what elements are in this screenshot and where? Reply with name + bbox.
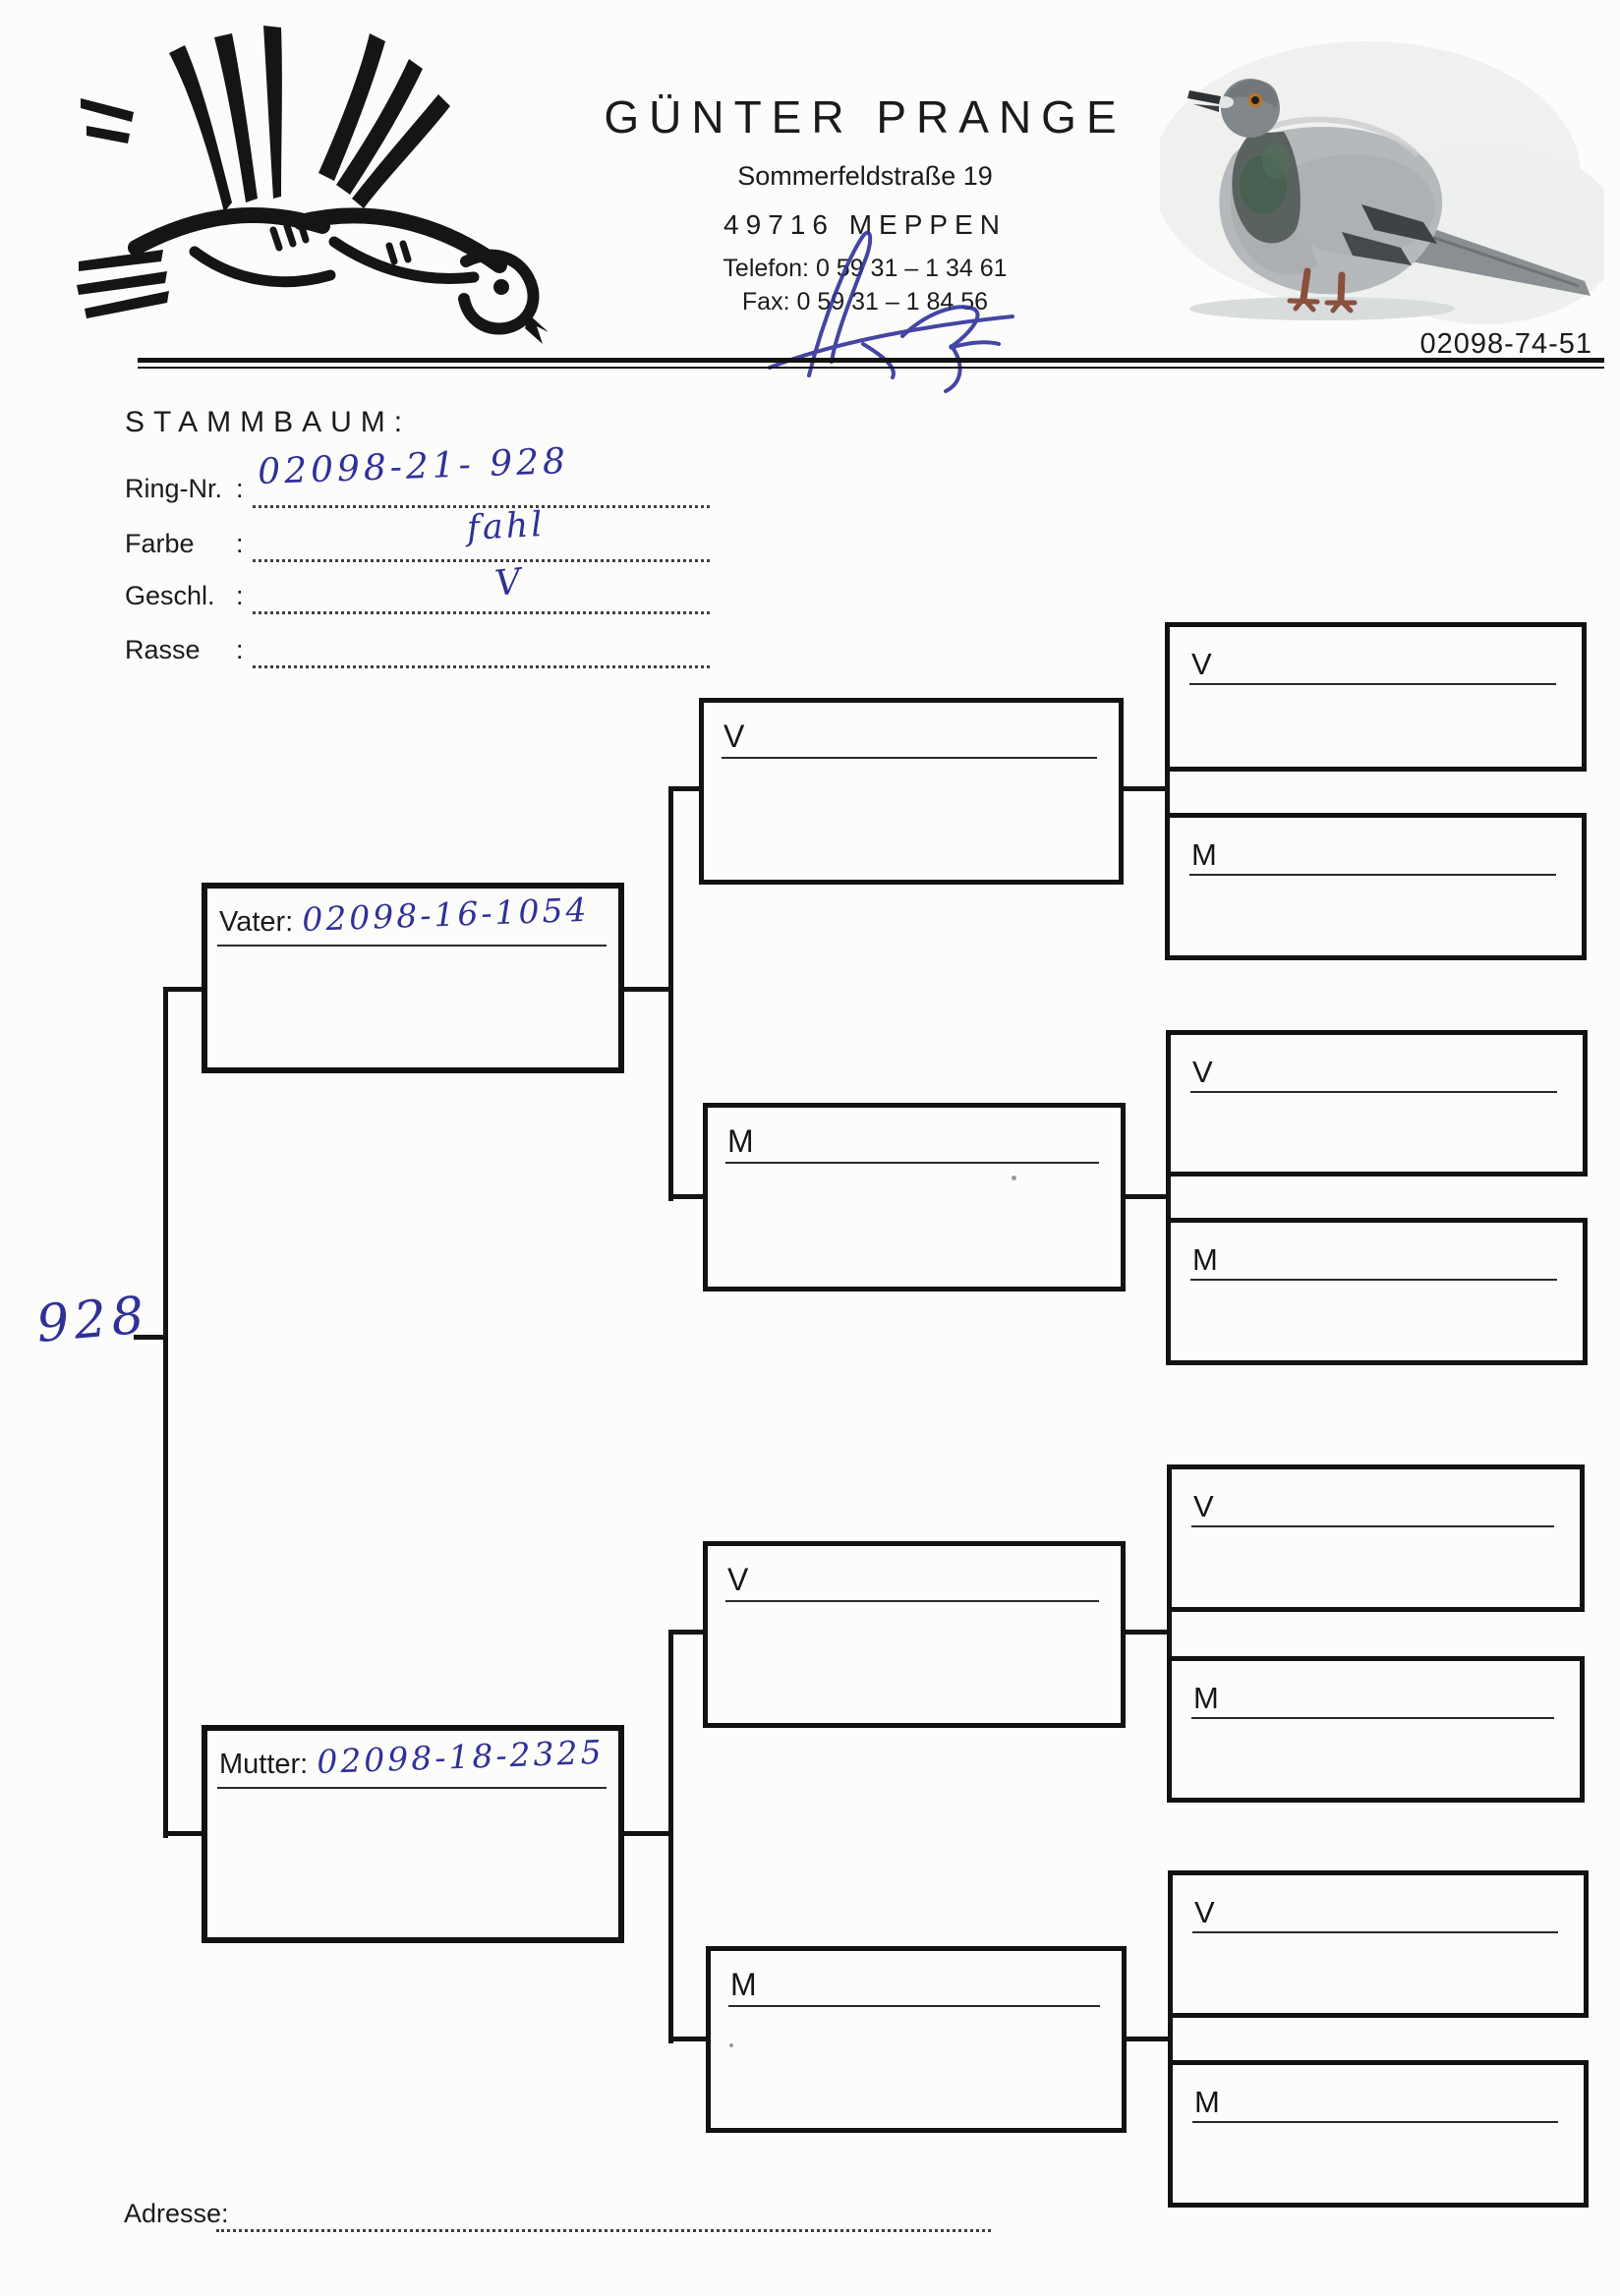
ggp-box-4v (1168, 1870, 1589, 2018)
gp2-right-connector (1122, 1194, 1168, 1199)
ggp3-join-line (1167, 1608, 1172, 1660)
breeder-city: 49716 MEPPEN (723, 209, 1007, 240)
adresse-label: Adresse: (124, 2199, 229, 2228)
write-in-line (1192, 1931, 1558, 1933)
write-in-line (217, 1787, 607, 1789)
parent-type-label: M (1192, 1242, 1218, 1277)
write-in-line (1191, 1525, 1554, 1527)
write-in-line (1192, 2121, 1558, 2123)
field-label-farbe: Farbe (125, 529, 195, 558)
ggp1-join-line (1165, 768, 1170, 817)
mother-ring-handwritten: 02098-18-2325 (316, 1732, 606, 1781)
signature-icon (716, 218, 1040, 395)
parent-type-label: M (1191, 837, 1217, 872)
parent-type-label: V (1191, 647, 1212, 681)
gp1-right-connector (1120, 786, 1167, 791)
photo-ring-caption: 02098-74-51 (1419, 328, 1592, 360)
parent-type-label: M (1193, 1681, 1219, 1715)
root-ring-number: 928 (33, 1286, 151, 1354)
parent-type-label: M (1194, 2085, 1220, 2119)
write-in-line (1189, 683, 1556, 685)
maternal-grandmother-box (706, 1946, 1127, 2133)
ggp-box-1m (1165, 813, 1587, 960)
geschl-write-line (253, 611, 710, 614)
field-label-rasse: Rasse (125, 635, 201, 664)
write-in-line (1190, 1279, 1557, 1281)
scan-speck (729, 2043, 733, 2047)
gp2-left-connector (672, 1194, 705, 1199)
ggp4-join-line (1168, 2014, 1173, 2064)
parent-type-label: V (1193, 1489, 1214, 1523)
write-in-line (725, 1162, 1099, 1164)
field-label-ring-nr: Ring-Nr. (125, 474, 223, 503)
mother-branch-line (668, 1630, 673, 2043)
ggp-box-1v (1165, 622, 1587, 772)
rasse-write-line (253, 665, 710, 668)
gp4-right-connector (1123, 2037, 1170, 2041)
field-colon: : (236, 581, 244, 610)
field-colon: : (236, 474, 244, 503)
paternal-grandmother-box (703, 1103, 1126, 1292)
ggp2-join-line (1166, 1173, 1171, 1222)
paternal-grandfather-box (699, 698, 1124, 885)
gp4-left-connector (672, 2037, 708, 2041)
field-colon: : (236, 635, 244, 664)
field-label-geschl: Geschl. (125, 581, 215, 610)
fax-number: 0 59 31 – 1 84 56 (796, 288, 989, 316)
ring-nr-handwritten-value: 02098-21- 928 (257, 440, 570, 492)
parent-type-label: V (723, 718, 745, 754)
write-in-line (1189, 874, 1556, 876)
gp3-right-connector (1122, 1630, 1169, 1635)
scan-speck (1012, 1176, 1016, 1180)
mother-box (202, 1725, 624, 1943)
fax-label: Fax: (741, 288, 790, 316)
field-colon: : (236, 529, 244, 558)
ggp-box-3v (1167, 1464, 1585, 1612)
farbe-write-line (253, 559, 710, 562)
ggp-box-2m (1166, 1218, 1588, 1365)
write-in-line (722, 757, 1097, 759)
header-divider (138, 358, 1604, 369)
ggp-box-2v (1166, 1030, 1588, 1177)
parent-type-label: V (1192, 1055, 1213, 1089)
write-in-line (728, 2005, 1100, 2007)
parent-type-label: M (727, 1123, 754, 1159)
trunk-connector-line (163, 987, 168, 1838)
adresse-write-line (216, 2229, 991, 2232)
pigeon-photo (1160, 37, 1604, 332)
ggp-box-3m (1167, 1656, 1585, 1803)
maternal-grandfather-box (703, 1541, 1126, 1728)
mother-label: Mutter: (219, 1749, 309, 1780)
ggp-box-4m (1168, 2060, 1589, 2208)
write-in-line (1190, 1091, 1557, 1093)
parent-type-label: M (730, 1967, 757, 2002)
parent-type-label: V (727, 1562, 749, 1597)
parent-type-label: V (1194, 1895, 1215, 1929)
form-title: STAMMBAUM: (125, 406, 412, 438)
phone-number: 0 59 31 – 1 34 61 (815, 255, 1008, 282)
phone-label: Telefon: (723, 255, 809, 282)
gp3-left-connector (672, 1630, 705, 1635)
gp1-left-connector (672, 786, 701, 791)
write-in-line (1191, 1717, 1554, 1719)
father-left-connector (165, 987, 204, 992)
breeder-street: Sommerfeldstraße 19 (737, 161, 993, 191)
father-ring-handwritten: 02098-16-1054 (301, 890, 591, 939)
father-right-connector (622, 987, 670, 992)
mother-right-connector (622, 1831, 670, 1836)
mother-left-connector (165, 1831, 204, 1836)
father-branch-line (668, 786, 673, 1201)
write-in-line (725, 1600, 1099, 1602)
farbe-handwritten-value: fahl (465, 504, 547, 548)
father-label: Vater: (219, 906, 294, 938)
breeder-name: GÜNTER PRANGE (604, 91, 1127, 143)
flying-pigeon-logo-icon (77, 4, 552, 346)
geschl-handwritten-value: V (492, 561, 526, 604)
father-box (202, 883, 624, 1073)
write-in-line (217, 945, 607, 947)
